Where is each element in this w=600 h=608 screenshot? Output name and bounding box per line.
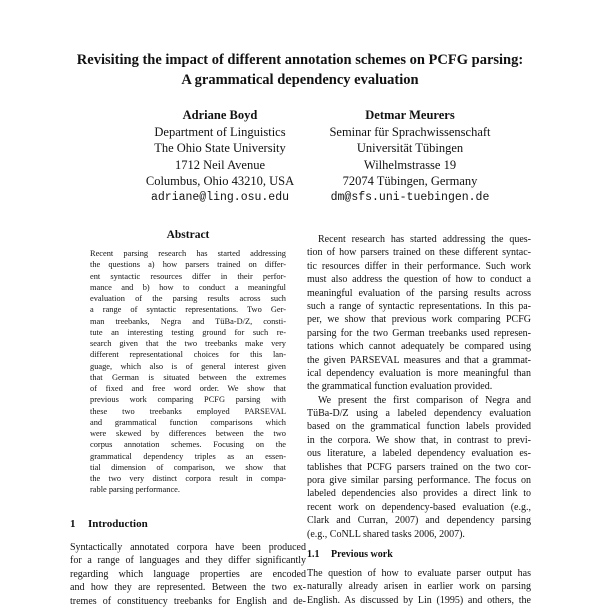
abstract-line: were skewed by differences between the two bbox=[90, 429, 286, 438]
author-name: Adriane Boyd bbox=[182, 108, 258, 122]
body-line: tations which cannot adequately be compared using bbox=[307, 341, 531, 353]
abstract-line: search given that the two treebanks make very bbox=[90, 339, 286, 348]
author-affiliation-line: Universität Tübingen bbox=[356, 141, 464, 155]
body-line: the grammatical function evaluation provided. bbox=[307, 381, 493, 393]
paper-title-line: Revisiting the impact of different annotation schemes on PCFG parsing: bbox=[76, 52, 524, 68]
section-number: 1 bbox=[70, 518, 76, 530]
body-line: Recent research has started addressing the ques- bbox=[318, 234, 531, 245]
author-email: adriane@ling.osu.edu bbox=[150, 190, 290, 204]
body-line: The question of how to evaluate parser output has bbox=[307, 568, 531, 579]
body-line: tion of how parsers trained on these different syntac- bbox=[307, 247, 531, 259]
body-line: in the corpora. We show that, in contrast to previ- bbox=[307, 434, 531, 446]
subsection-heading-previous-work bbox=[307, 549, 393, 560]
abstract-line: evaluation of the parsing results across such bbox=[90, 294, 286, 303]
introduction-body bbox=[70, 541, 306, 608]
body-line: tic resources differ in their performance. Such work bbox=[307, 260, 531, 272]
abstract-line: mance and b) how to conduct a meaningful bbox=[90, 282, 286, 292]
abstract-line: Recent parsing research has started addressing bbox=[90, 249, 286, 258]
author-affiliation-line: Wilhelmstrasse 19 bbox=[363, 157, 457, 172]
body-line: (e.g., CoNLL shared tasks 2006, 2007). bbox=[307, 528, 465, 540]
body-line: meaningful evaluation of the parsing results across bbox=[307, 287, 531, 299]
body-line: and how they are represented. Between the two ex- bbox=[70, 582, 306, 594]
abstract-line: tial dimension of comparison, we show that bbox=[90, 462, 286, 472]
subsection-number: 1.1 bbox=[307, 549, 320, 560]
body-line: recent work on dependency-based evaluation (e.g., bbox=[307, 501, 531, 513]
body-line: tablishes that PCFG parsers trained on the two cor- bbox=[307, 461, 531, 473]
abstract-line: of fixed and free word order. We show that bbox=[90, 384, 286, 393]
abstract-line: that German is situated between the extremes bbox=[90, 372, 286, 382]
body-line: based on the grammatical function labels provided bbox=[307, 421, 531, 433]
abstract-line: corpus annotation schemes. Focusing on the bbox=[90, 440, 286, 450]
abstract-line: and grammatical function comparisons which bbox=[90, 417, 286, 427]
section-title: Introduction bbox=[88, 518, 148, 530]
author-email: dm@sfs.uni-tuebingen.de bbox=[330, 190, 490, 204]
body-line: parsing for the two German treebanks used represen- bbox=[307, 327, 531, 339]
body-line: naturally already arisen in earlier work on parsing bbox=[307, 581, 531, 593]
section-heading-introduction bbox=[70, 518, 148, 530]
author-affiliation-line: 1712 Neil Avenue bbox=[174, 157, 266, 172]
body-line: regarding which language properties are encoded bbox=[70, 568, 306, 580]
abstract-line: different representational choices for this lan- bbox=[90, 350, 286, 360]
author-affiliation-line: Columbus, Ohio 43210, USA bbox=[145, 174, 295, 188]
abstract-line: tute an interesting testing ground for such re- bbox=[90, 327, 286, 337]
body-line: the given PARSEVAL measures and that a grammat- bbox=[307, 354, 531, 366]
author-affiliation-line: The Ohio State University bbox=[154, 141, 286, 155]
body-line: English. As discussed by Lin (1995) and others, the bbox=[307, 594, 531, 606]
body-line: pora give similar parsing performance. The focus on bbox=[307, 475, 531, 487]
author-name: Detmar Meurers bbox=[365, 108, 455, 122]
abstract-line: guage, which also is of general interest given bbox=[90, 361, 286, 371]
abstract-line: these two treebanks employed PARSEVAL bbox=[90, 406, 286, 416]
body-line: per, we show that previous work comparing PCFG bbox=[307, 314, 531, 326]
body-line: must also address the question of how to conduct a bbox=[307, 274, 531, 286]
paper-title-line: A grammatical dependency evaluation bbox=[181, 72, 419, 88]
abstract-line: rable parsing performance. bbox=[90, 485, 180, 495]
right-column-body bbox=[307, 233, 531, 541]
abstract-heading: Abstract bbox=[166, 229, 210, 241]
previous-work-body bbox=[307, 567, 531, 607]
body-line: We present the first comparison of Negra and bbox=[318, 394, 531, 406]
body-line: TüBa-D/Z using a labeled dependency evaluation bbox=[307, 408, 531, 420]
body-line: for a range of languages and they differ significantly bbox=[70, 555, 306, 567]
body-line: ical dependency evaluation is more meaningful than bbox=[307, 367, 531, 379]
abstract-line: a range of syntactic representations. Two Ger- bbox=[90, 305, 286, 315]
abstract-line: the questions a) how parsers trained on differ- bbox=[90, 260, 286, 270]
paper-title bbox=[0, 50, 600, 90]
abstract-line: ent syntactic resources differ in their perfor- bbox=[90, 271, 286, 281]
body-line: labeled dependencies also provides a direct link to bbox=[307, 488, 531, 500]
subsection-title: Previous work bbox=[331, 549, 393, 560]
abstract-line: the two very distinct corpora result in compa- bbox=[90, 474, 286, 483]
author-affiliation-line: Department of Linguistics bbox=[154, 124, 286, 139]
author-affiliation-line: 72074 Tübingen, Germany bbox=[342, 174, 478, 188]
body-line: tremes of constituency treebanks for English and de- bbox=[70, 595, 306, 607]
body-line: Syntactically annotated corpora have been produced bbox=[70, 542, 306, 553]
author-affiliation-line: Seminar für Sprachwissenschaft bbox=[329, 124, 491, 139]
body-line: ous literature, a labeled dependency evaluation es- bbox=[307, 448, 531, 460]
abstract-line: grammatical dependency triples as an essen- bbox=[90, 451, 286, 461]
author-block-2 bbox=[280, 107, 540, 206]
body-line: Clark and Curran, 2007) and dependency parsing bbox=[307, 515, 531, 527]
body-line: such a range of syntactic representations. In this pa- bbox=[307, 300, 531, 312]
abstract-line: man treebanks, Negra and TüBa-D/Z, consti- bbox=[90, 316, 286, 326]
abstract-body bbox=[90, 248, 286, 496]
abstract-line: previous work comparing PCFG parsing with bbox=[90, 395, 286, 405]
